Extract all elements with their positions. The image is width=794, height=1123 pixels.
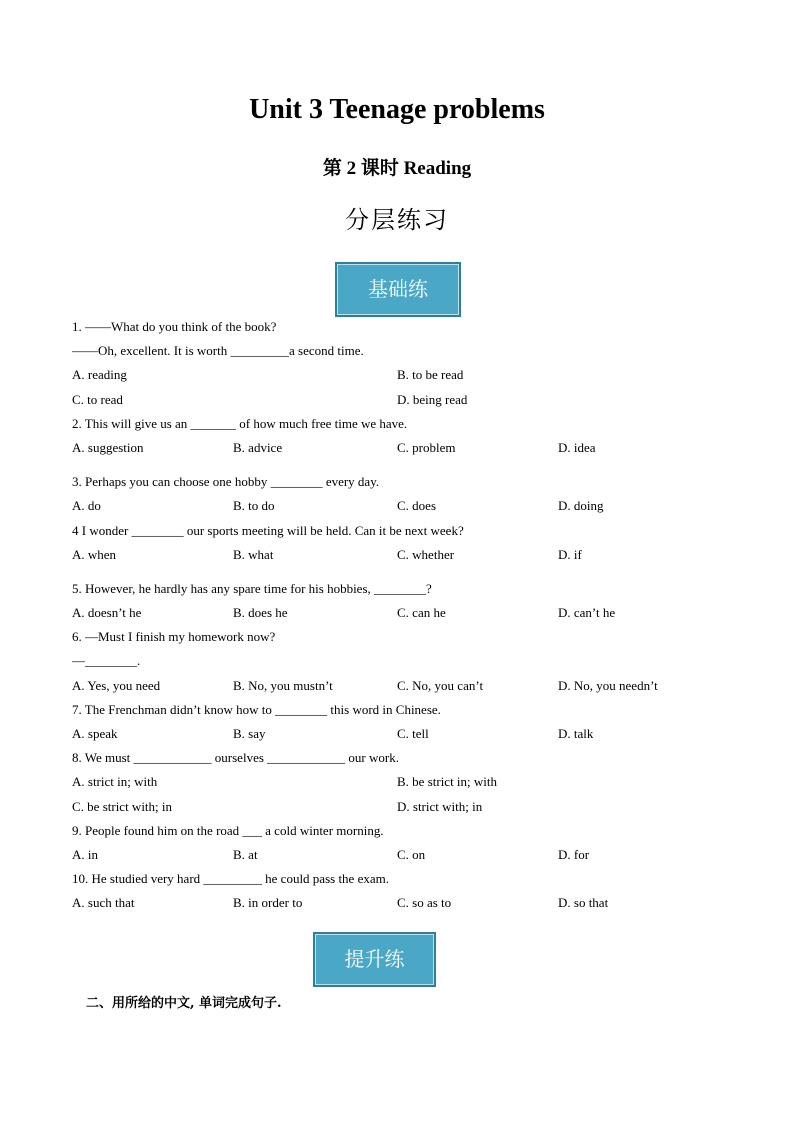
answer-option: D. idea (558, 439, 596, 455)
question-text: 5. However, he hardly has any spare time for his hobbies, ________? (72, 580, 432, 596)
option-row (72, 543, 722, 567)
question-item (72, 746, 722, 819)
answer-option: B. be strict in; with (397, 774, 498, 790)
answer-option: A. do (72, 498, 101, 514)
option-row (72, 388, 722, 412)
answer-option: A. reading (72, 367, 127, 383)
question-text: 10. He studied very hard _________ he could pass the exam. (72, 871, 389, 887)
answer-option: A. strict in; with (72, 774, 158, 790)
question-text: 1. ——What do you think of the book? (72, 319, 277, 334)
answer-option: B. advice (233, 439, 283, 455)
answer-option: B. what (233, 546, 274, 562)
answer-option: D. so that (558, 895, 609, 911)
question-item (72, 412, 722, 470)
answer-option: D. if (558, 546, 582, 562)
answer-option: A. speak (72, 726, 118, 741)
question-text: 4 I wonder ________ our sports meeting will be held. Can it be next week? (72, 522, 464, 538)
answer-option: A. in (72, 846, 98, 862)
answer-option: B. to be read (397, 367, 464, 383)
section-advanced-label: 提升练 (313, 932, 436, 987)
answer-option: D. strict with; in (397, 798, 483, 814)
question-item (72, 315, 722, 412)
answer-option: C. be strict with; in (72, 798, 173, 814)
spacer (72, 460, 722, 470)
answer-option: A. such that (72, 895, 135, 911)
answer-option: A. suggestion (72, 439, 144, 455)
answer-option: B. does he (233, 605, 288, 621)
answer-option: C. to read (72, 391, 123, 407)
option-row (72, 674, 722, 698)
answer-option: D. No, you needn’t (558, 677, 658, 693)
question-text: 3. Perhaps you can choose one hobby ________ every day. (72, 474, 380, 490)
option-row (72, 795, 722, 819)
option-row (72, 722, 722, 746)
answer-option: B. to do (233, 498, 275, 514)
answer-option: B. say (233, 726, 266, 741)
answer-option: B. in order to (233, 895, 303, 911)
question-text: 6. —Must I finish my homework now? (72, 629, 276, 645)
answer-option: C. tell (397, 726, 429, 741)
answer-option: D. doing (558, 498, 604, 514)
option-row (72, 436, 722, 460)
answer-option: C. No, you can’t (397, 677, 484, 693)
option-row (72, 770, 722, 794)
answer-option: C. whether (397, 546, 455, 562)
question-item (72, 519, 722, 577)
answer-option: D. for (558, 846, 590, 862)
part-two-instruction: 二、用所给的中文, 单词完成句子. (86, 996, 282, 1011)
exercise-heading: 分层练习 (345, 206, 449, 234)
option-row (72, 601, 722, 625)
document-title: Unit 3 Teenage problems (249, 94, 545, 125)
answer-option: D. being read (397, 391, 468, 407)
answer-option: C. can he (397, 605, 446, 621)
option-row (72, 843, 722, 867)
question-item (72, 577, 722, 625)
answer-option: C. problem (397, 439, 456, 455)
answer-option: D. can’t he (558, 605, 616, 621)
answer-option: C. so as to (397, 895, 452, 911)
question-text: 8. We must ____________ ourselves ____________ our work. (72, 750, 399, 766)
answer-option: B. at (233, 846, 258, 862)
answer-option: B. No, you mustn’t (233, 677, 333, 693)
answer-option: C. on (397, 846, 426, 862)
option-row (72, 363, 722, 387)
question-item (72, 819, 722, 867)
answer-option: A. when (72, 546, 117, 562)
section-basic-label: 基础练 (335, 262, 461, 317)
question-list (72, 315, 722, 916)
question-item (72, 698, 722, 746)
answer-option: D. talk (558, 726, 594, 741)
option-row (72, 494, 722, 518)
option-row (72, 891, 722, 915)
question-text: —________. (72, 653, 141, 669)
question-text: 2. This will give us an _______ of how much free time we have. (72, 415, 408, 431)
question-item (72, 470, 722, 518)
question-item (72, 867, 722, 915)
lesson-subtitle: 第 2 课时 Reading (322, 158, 472, 179)
question-text: 9. People found him on the road ___ a cold winter morning. (72, 822, 384, 838)
question-text: 7. The Frenchman didn’t know how to ________ this word in Chinese. (72, 701, 441, 717)
answer-option: A. Yes, you need (72, 677, 161, 693)
answer-option: C. does (397, 498, 436, 514)
spacer (72, 567, 722, 577)
answer-option: A. doesn’t he (72, 605, 142, 621)
question-text: ——Oh, excellent. It is worth _________a second time. (72, 343, 364, 359)
question-item (72, 625, 722, 698)
